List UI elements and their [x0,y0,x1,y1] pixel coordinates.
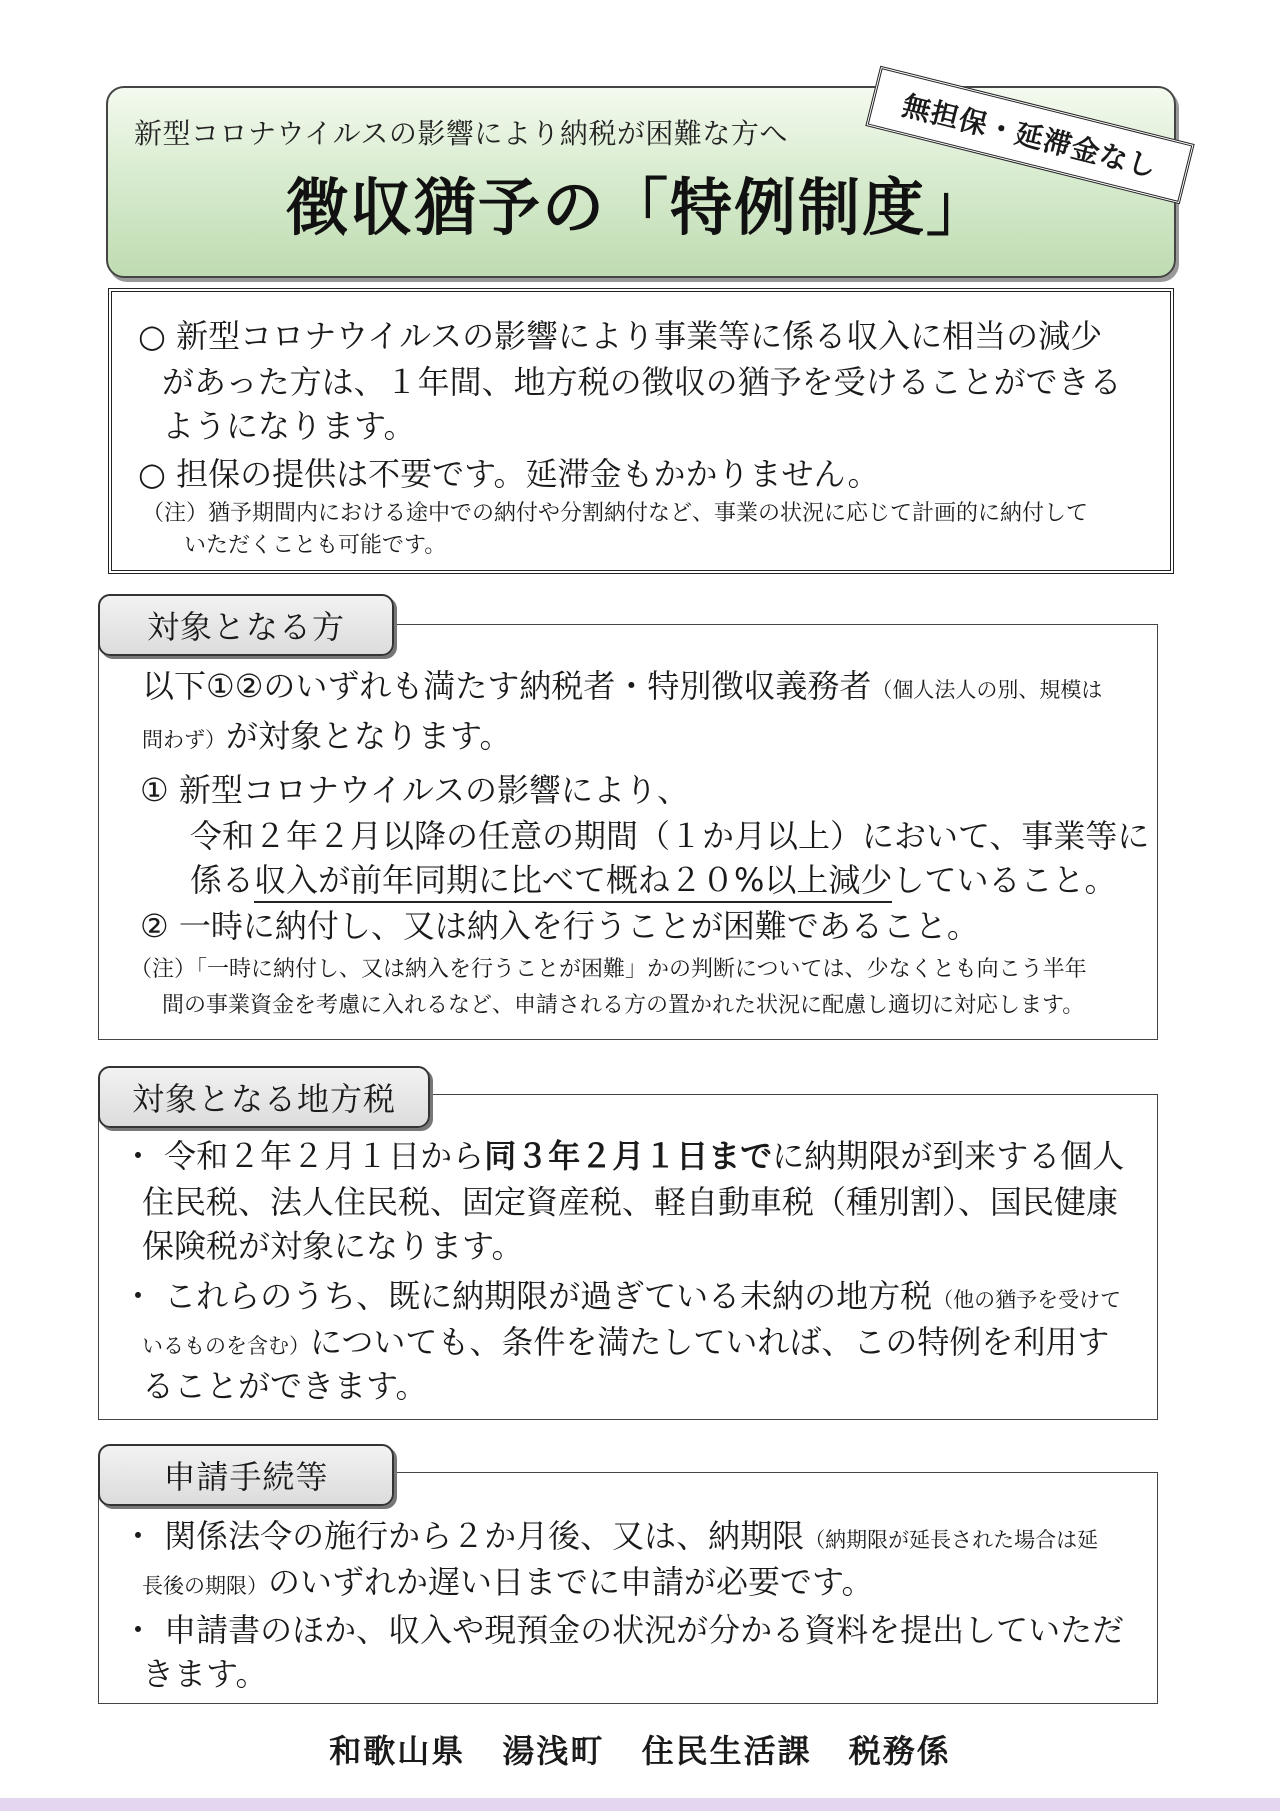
target-note: （注）「一時に納付し、又は納入を行うことが困難」かの判断については、少なくとも向こう半年 [130,957,1087,982]
procedure-bullet: ・ 関係法令の施行から２か月後、又は、納期限（納期限が延長された場合は延 [122,1517,1099,1555]
condition-1: ① 新型コロナウイルスの影響により、 [140,771,689,809]
issuer-prefecture: 和歌山県 [329,1732,466,1770]
summary-box [108,288,1174,574]
section-tab-procedure: 申請手続等 [98,1444,394,1506]
target-line: 以下①②のいずれも満たす納税者・特別徴収義務者（個人法人の別、規模は [142,667,1103,705]
taxes-line: いるものを含む）についても、条件を満たしていれば、この特例を利用す [142,1323,1110,1361]
page-bottom-edge [0,1798,1280,1811]
issuer-town: 湯浅町 [502,1732,605,1770]
target-note: 間の事業資金を考慮に入れるなど、申請される方の置かれた状況に配慮し適切に対応します。 [162,993,1085,1018]
summary-line: ○ 担保の提供は不要です。延滞金もかかりません。 [138,455,880,493]
issuer-division: 住民生活課 [641,1732,812,1770]
issuer-section: 税務係 [848,1732,951,1770]
procedure-line: 長後の期限）のいずれか遅い日までに申請が必要です。 [142,1563,874,1601]
taxes-line: 住民税、法人住民税、固定資産税、軽自動車税（種別割）、国民健康 [142,1183,1119,1221]
section-tab-taxes: 対象となる地方税 [98,1066,430,1128]
issuer-footer [0,1726,1280,1772]
underlined-requirement: 収入が前年同期に比べて概ね２０%以上減少 [254,861,892,903]
summary-line: ○ 新型コロナウイルスの影響により事業等に係る収入に相当の減少 [138,317,1103,355]
target-line: 問わず）が対象となります。 [142,717,512,755]
header-subtitle: 新型コロナウイルスの影響により納税が困難な方へ [134,117,788,150]
procedure-bullet: ・ 申請書のほか、収入や現預金の状況が分かる資料を提出していただ [122,1611,1125,1649]
condition-1-detail: 係る収入が前年同期に比べて概ね２０%以上減少していること。 [190,858,1116,902]
condition-2: ② 一時に納付し、又は納入を行うことが困難であること。 [140,907,979,945]
section-tab-target: 対象となる方 [98,594,394,656]
summary-note: （注）猶予期間内における途中での納付や分割納付など、事業の状況に応じて計画的に納付して [142,501,1089,526]
no-collateral-stamp: 無担保・延滞金なし [865,66,1194,205]
page-title: 徴収猶予の「特例制度」 [286,171,991,244]
taxes-line: 保険税が対象になります。 [142,1227,524,1265]
taxes-bullet: ・ これらのうち、既に納期限が過ぎている未納の地方税（他の猶予を受けて [122,1277,1122,1315]
taxes-line: ることができます。 [142,1367,428,1405]
summary-line: ようになります。 [162,407,416,445]
summary-note: いただくことも可能です。 [184,533,447,558]
condition-1-detail: 令和２年２月以降の任意の期間（１か月以上）において、事業等に [190,817,1150,855]
procedure-line: きます。 [142,1655,268,1693]
taxes-bullet: ・ 令和２年２月１日から同３年２月１日までに納期限が到来する個人 [122,1137,1125,1175]
summary-line: があった方は、１年間、地方税の徴収の猶予を受けることができる [162,363,1122,401]
